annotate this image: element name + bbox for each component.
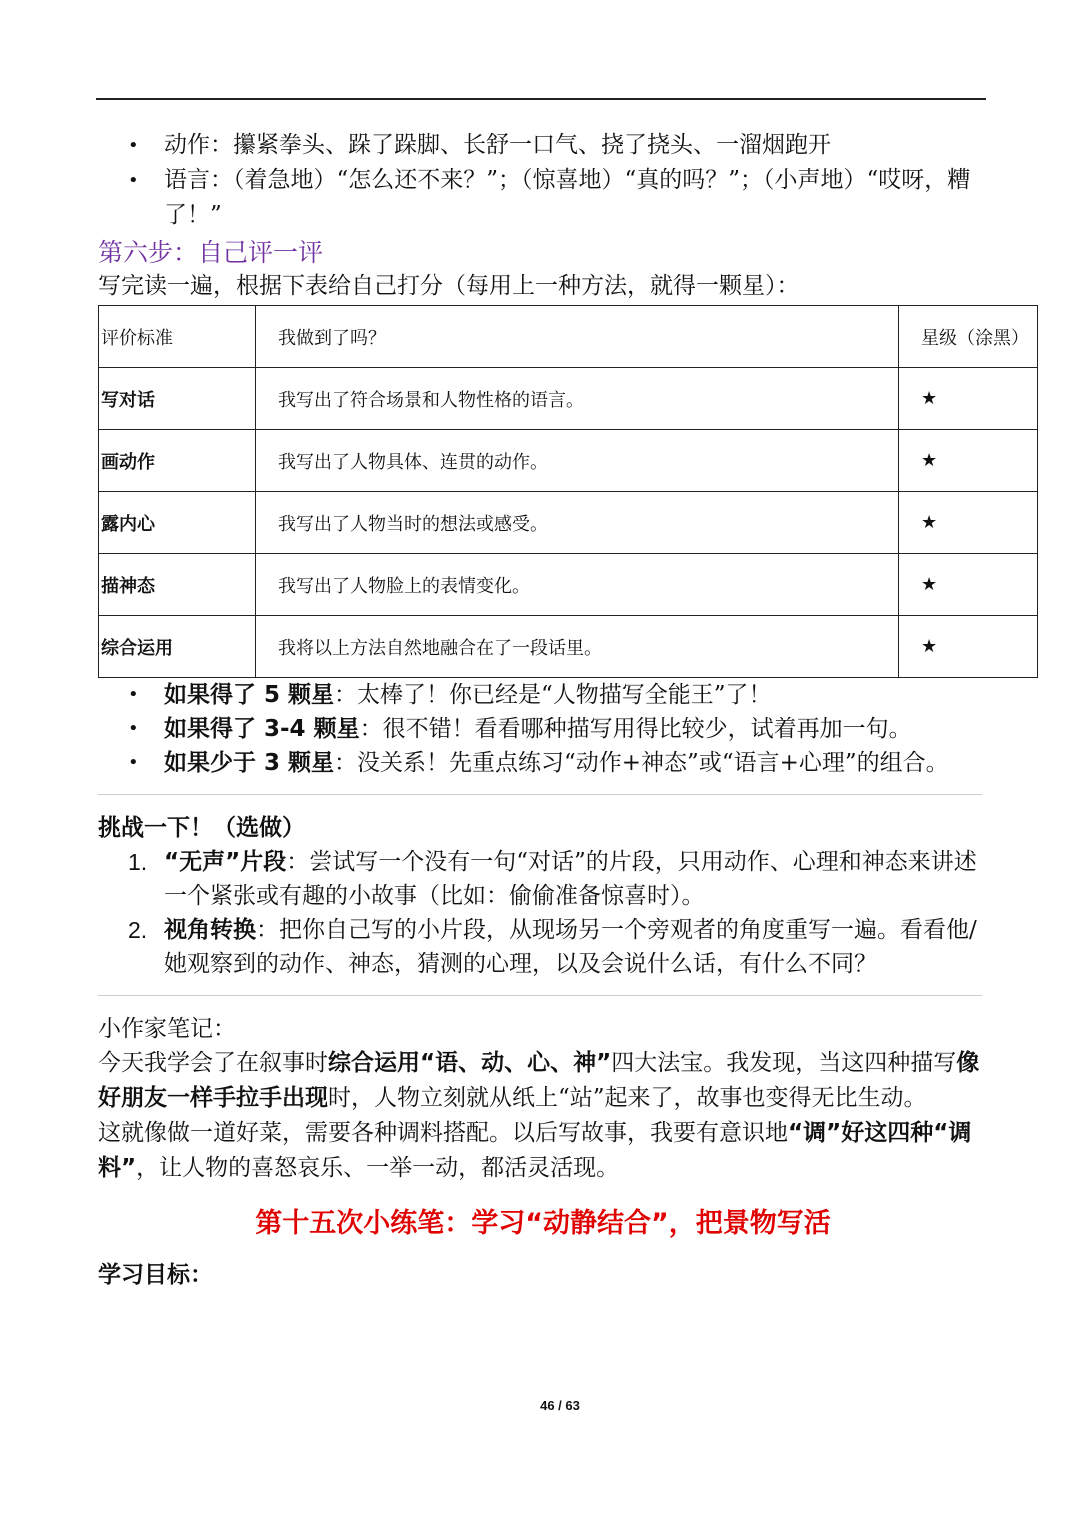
tip-label: 如果得了 5 颗星: [164, 682, 335, 708]
table-row: [99, 554, 1038, 616]
challenge-list: [98, 845, 988, 981]
score-tips: [98, 678, 988, 780]
tip-label: 如果得了 3-4 颗星: [164, 716, 360, 742]
table-row: [99, 430, 1038, 492]
header-stars: 星级（涂黑）: [899, 306, 1038, 368]
list-item: [98, 712, 988, 746]
tip-text: ：没关系！先重点练习“动作+神态”或“语言+心理”的组合。: [334, 750, 949, 776]
star-cell[interactable]: [899, 616, 1038, 678]
star-icon: ★: [921, 512, 938, 533]
list-item: • 语言：（着急地）“怎么还不来？”；（惊喜地）“真的吗？”；（小声地）“哎呀，糟了！”: [98, 163, 988, 233]
list-item: [98, 678, 988, 712]
list-item: [98, 913, 988, 981]
list-item: • 动作：攥紧拳头、跺了跺脚、长舒一口气、挠了挠头、一溜烟跑开: [98, 128, 988, 163]
notes-paragraph-1: [98, 1046, 988, 1116]
item-text: ：尝试写一个没有一句“对话”的片段，只用动作、心理和神态来讲述一个紧张或有趣的小故事（比如：偷偷准备惊喜时）。: [164, 849, 977, 909]
tip-text: ：很不错！看看哪种描写用得比较少，试着再加一句。: [359, 716, 912, 742]
criterion-cell: 综合运用: [99, 616, 256, 678]
text-run: 四大法宝。我发现，当这四种描写: [611, 1050, 957, 1076]
header-done: 我做到了吗？: [256, 306, 899, 368]
header-rule: [96, 98, 986, 100]
item-label: “无声”片段: [164, 849, 287, 875]
evaluation-table: [98, 305, 1038, 678]
step-heading: 第六步：自己评一评: [98, 238, 324, 267]
emphasis-text: 像好朋友一样手拉手出现: [98, 1050, 980, 1111]
criterion-cell: 露内心: [99, 492, 256, 554]
emphasis-text: 综合运用“语、动、心、神”: [328, 1050, 612, 1076]
table-row: [99, 492, 1038, 554]
description-cell: 我写出了人物脸上的表情变化。: [256, 554, 899, 616]
divider: [98, 995, 982, 996]
description-bullets: [98, 128, 988, 233]
item-number: 1.: [128, 849, 148, 875]
lesson-title: 第十五次小练笔：学习“动静结合”，把景物写活: [255, 1208, 831, 1239]
text-run: 时，人物立刻就从纸上“站”起来了，故事也变得无比生动。: [328, 1085, 927, 1111]
item-number: 2.: [128, 917, 148, 943]
star-cell[interactable]: [899, 554, 1038, 616]
document-body: [98, 128, 1029, 1292]
description-cell: 我写出了人物当时的想法或感受。: [256, 492, 899, 554]
criterion-cell: 写对话: [99, 368, 256, 430]
goal-label: 学习目标：: [98, 1262, 213, 1288]
star-cell[interactable]: [899, 430, 1038, 492]
challenge-title: 挑战一下！（选做）: [98, 815, 305, 841]
item-label: 视角转换: [164, 917, 256, 943]
divider: [98, 794, 982, 795]
header-criterion: 评价标准: [99, 306, 256, 368]
list-item: [98, 746, 988, 780]
notes-title: 小作家笔记：: [98, 1016, 236, 1042]
star-cell[interactable]: [899, 492, 1038, 554]
text-run: 这就像做一道好菜，需要各种调料搭配。以后写故事，我要有意识地: [98, 1120, 788, 1146]
item-text: ：把你自己写的小片段，从现场另一个旁观者的角度重写一遍。看看他/她观察到的动作、神态，猜测的心理，以及会说什么话，有什么不同？: [164, 917, 977, 977]
table-row: [99, 616, 1038, 678]
tip-label: 如果少于 3 颗星: [164, 750, 335, 776]
star-icon: ★: [921, 388, 938, 409]
star-icon: ★: [921, 574, 938, 595]
description-cell: 我写出了人物具体、连贯的动作。: [256, 430, 899, 492]
description-cell: 我将以上方法自然地融合在了一段话里。: [256, 616, 899, 678]
star-icon: ★: [921, 450, 938, 471]
star-cell[interactable]: [899, 368, 1038, 430]
text-run: 今天我学会了在叙事时: [98, 1050, 328, 1076]
table-header-row: [99, 306, 1038, 368]
list-item: [98, 845, 988, 913]
page-number: 46 / 63: [540, 1398, 580, 1413]
description-cell: 我写出了符合场景和人物性格的语言。: [256, 368, 899, 430]
tip-text: ：太棒了！你已经是“人物描写全能王”了！: [334, 682, 772, 708]
notes-paragraph-2: [98, 1116, 988, 1186]
intro-text: 写完读一遍，根据下表给自己打分（每用上一种方法，就得一颗星）：: [98, 273, 800, 299]
star-icon: ★: [921, 636, 938, 657]
criterion-cell: 描神态: [99, 554, 256, 616]
emphasis-text: “调”好这四种“调料”: [98, 1120, 972, 1181]
criterion-cell: 画动作: [99, 430, 256, 492]
table-row: [99, 368, 1038, 430]
text-run: ，让人物的喜怒哀乐、一举一动，都活灵活现。: [136, 1155, 620, 1181]
